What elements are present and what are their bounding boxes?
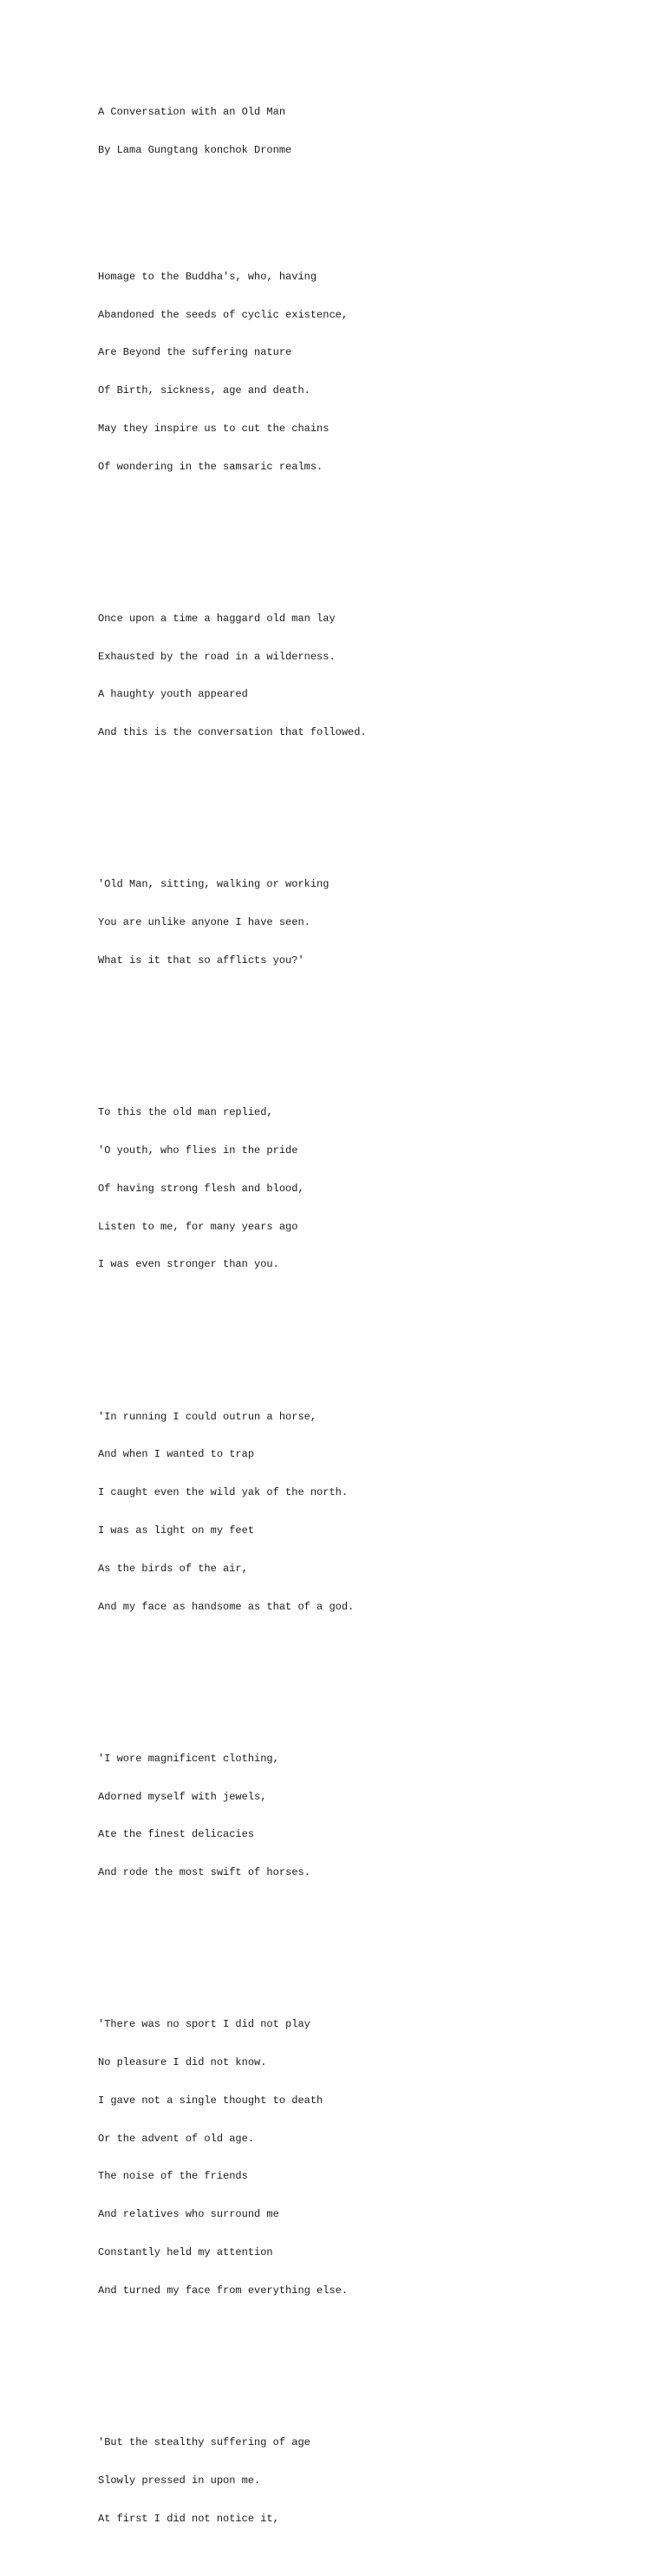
poem-line: Listen to me, for many years ago xyxy=(98,1220,298,1233)
poem-line: And when I wanted to trap xyxy=(98,1448,255,1461)
stanza-2 xyxy=(98,587,367,764)
stanza-7 xyxy=(98,1993,367,2322)
stanza-1 xyxy=(98,246,367,499)
poem-line: 'There was no sport I did not play xyxy=(98,2018,310,2031)
poem-line: What is it that so afflicts you?' xyxy=(98,954,304,967)
poem-line: As the birds of the air, xyxy=(98,1562,248,1575)
poem-line: Abandoned the seeds of cyclic existence, xyxy=(98,308,349,321)
poem-line: I was as light on my feet xyxy=(98,1524,255,1537)
poem-line: And turned my face from everything else. xyxy=(98,2284,349,2297)
poem-line: Of Birth, sickness, age and death. xyxy=(98,384,310,397)
stanza-4 xyxy=(98,1081,367,1296)
poem-line: Exhausted by the road in a wilderness. xyxy=(98,650,336,663)
poem-line: May they inspire us to cut the chains xyxy=(98,422,330,435)
poem-line: 'Old Man, sitting, walking or working xyxy=(98,878,330,891)
poem-line: You are unlike anyone I have seen. xyxy=(98,916,310,929)
poem-line: 'I wore magnificent clothing, xyxy=(98,1752,279,1765)
poem-line: Or the advent of old age. xyxy=(98,2132,255,2145)
poem-line: 'But the stealthy suffering of age xyxy=(98,2436,310,2449)
spacer xyxy=(98,2348,367,2373)
poem-text xyxy=(98,81,367,2576)
poem-line: Are Beyond the suffering nature xyxy=(98,346,292,359)
poem-line: 'O youth, who flies in the pride xyxy=(98,1144,298,1157)
poem-line: Constantly held my attention xyxy=(98,2246,273,2258)
stanza-6 xyxy=(98,1727,367,1904)
poem-line: Once upon a time a haggard old man lay xyxy=(98,612,336,625)
spacer xyxy=(98,1321,367,1347)
poem-line: Ate the finest delicacies xyxy=(98,1828,255,1841)
poem-line: Homage to the Buddha's, who, having xyxy=(98,270,317,283)
poem-line: Of having strong flesh and blood, xyxy=(98,1182,304,1195)
stanza-8 xyxy=(98,2411,367,2551)
stanza-3 xyxy=(98,853,367,993)
poem-line: Adorned myself with jewels, xyxy=(98,1790,267,1803)
poem-line: I gave not a single thought to death xyxy=(98,2094,323,2107)
poem-line: 'In running I could outrun a horse, xyxy=(98,1410,317,1423)
poem-line: I was even stronger than you. xyxy=(98,1258,279,1271)
poem-line: I caught even the wild yak of the north. xyxy=(98,1486,349,1499)
poem-line: To this the old man replied, xyxy=(98,1106,273,1119)
poem-line: And rode the most swift of horses. xyxy=(98,1866,310,1879)
poem-line: The noise of the friends xyxy=(98,2170,248,2183)
stanza-5 xyxy=(98,1385,367,1638)
poem-line: And this is the conversation that followed. xyxy=(98,726,367,739)
spacer xyxy=(98,1018,367,1043)
document-byline: By Lama Gungtang konchok Dronme xyxy=(98,143,292,156)
poem-line: No pleasure I did not know. xyxy=(98,2056,267,2069)
spacer xyxy=(98,1930,367,1955)
poem-line: And my face as handsome as that of a god. xyxy=(98,1600,355,1613)
spacer xyxy=(98,790,367,815)
poem-line: And relatives who surround me xyxy=(98,2208,279,2221)
poem-line: Of wondering in the samsaric realms. xyxy=(98,460,323,473)
poem-line: Slowly pressed in upon me. xyxy=(98,2474,261,2487)
document-title: A Conversation with an Old Man xyxy=(98,106,286,119)
spacer xyxy=(98,524,367,549)
spacer xyxy=(98,1663,367,1688)
spacer xyxy=(98,182,367,207)
poem-line: At first I did not notice it, xyxy=(98,2512,279,2525)
poem-line: A haughty youth appeared xyxy=(98,688,248,701)
